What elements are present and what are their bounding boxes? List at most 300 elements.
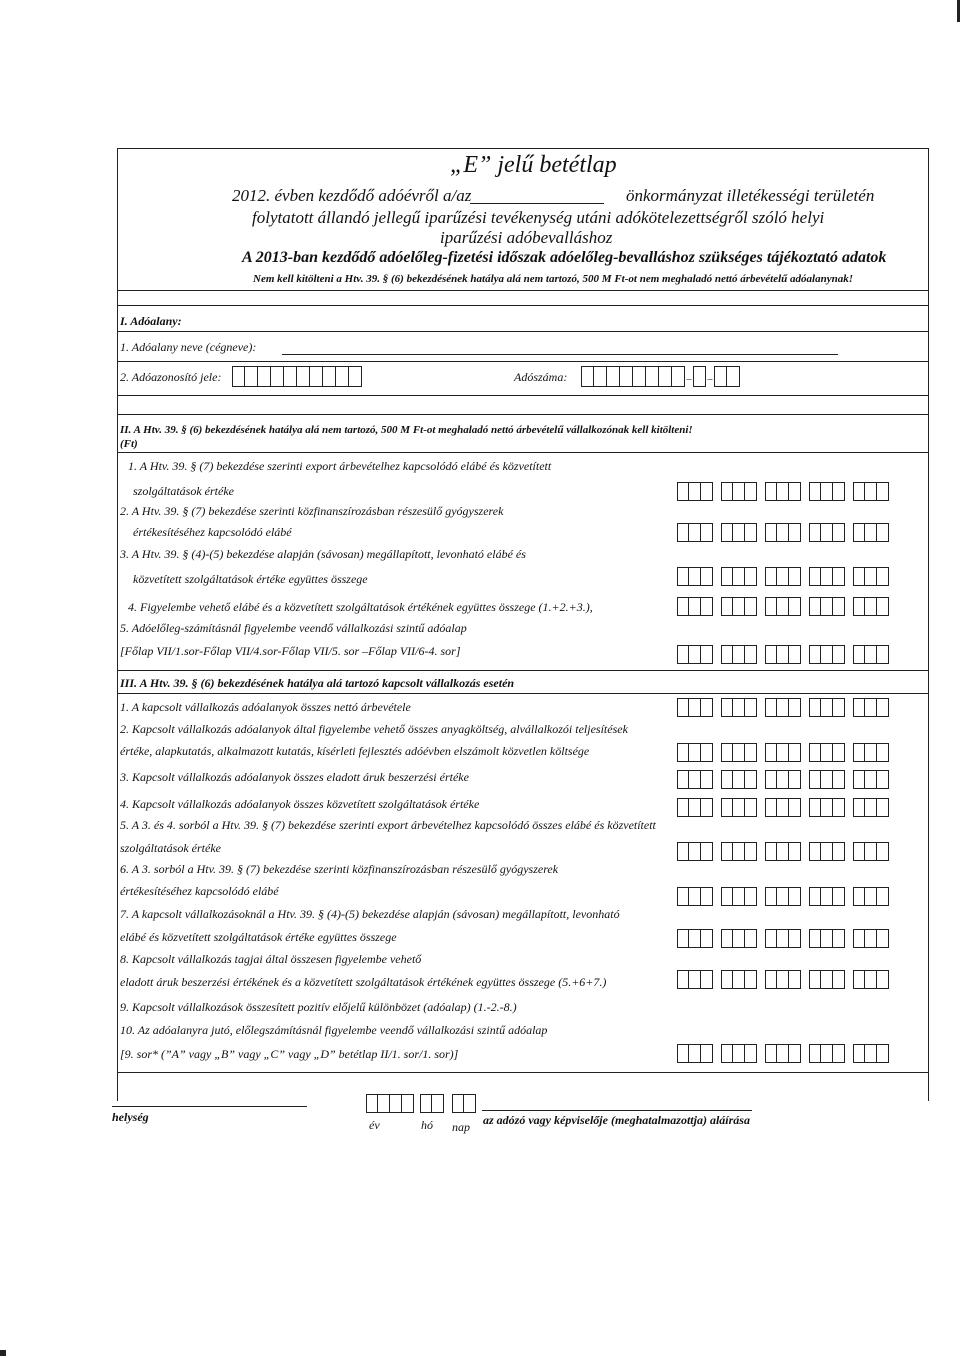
digit-group[interactable] — [809, 770, 845, 789]
digit-cell[interactable] — [765, 770, 777, 789]
digit-cell[interactable] — [789, 645, 801, 664]
digit-cell[interactable] — [733, 798, 745, 817]
digit-cell[interactable] — [877, 887, 889, 906]
digit-cell[interactable] — [833, 842, 845, 861]
digit-group[interactable] — [765, 887, 801, 906]
digit-cell[interactable] — [677, 645, 689, 664]
digit-cell[interactable] — [853, 743, 865, 762]
digit-group[interactable] — [721, 645, 757, 664]
digit-cell[interactable] — [789, 743, 801, 762]
digit-cell[interactable] — [789, 482, 801, 501]
digit-cell[interactable] — [789, 1044, 801, 1063]
digit-group[interactable] — [853, 1044, 889, 1063]
digit-cell[interactable] — [821, 842, 833, 861]
digit-cell[interactable] — [745, 567, 757, 586]
digit-cell[interactable] — [777, 798, 789, 817]
digit-cell[interactable] — [701, 482, 713, 501]
digit-cell[interactable] — [809, 597, 821, 616]
name-input[interactable] — [282, 354, 838, 355]
digit-cell[interactable] — [689, 743, 701, 762]
digit-cell[interactable] — [865, 1044, 877, 1063]
s3-row8-amount[interactable] — [677, 970, 889, 989]
digit-cell[interactable] — [689, 798, 701, 817]
digit-cell[interactable] — [745, 597, 757, 616]
digit-cell[interactable] — [821, 523, 833, 542]
digit-group[interactable] — [677, 842, 713, 861]
digit-cell[interactable] — [789, 597, 801, 616]
digit-cell[interactable] — [833, 743, 845, 762]
digit-cell[interactable] — [689, 929, 701, 948]
digit-cell[interactable] — [865, 698, 877, 717]
digit-cell[interactable] — [833, 645, 845, 664]
digit-cell[interactable] — [677, 929, 689, 948]
digit-cell[interactable] — [865, 597, 877, 616]
digit-group[interactable] — [721, 482, 757, 501]
digit-cell[interactable] — [721, 567, 733, 586]
digit-cell[interactable] — [689, 770, 701, 789]
digit-cell[interactable] — [765, 929, 777, 948]
digit-cell[interactable] — [677, 770, 689, 789]
digit-cell[interactable] — [853, 567, 865, 586]
digit-cell[interactable] — [721, 1044, 733, 1063]
digit-cell[interactable] — [765, 523, 777, 542]
digit-cell[interactable] — [733, 842, 745, 861]
digit-cell[interactable] — [777, 842, 789, 861]
digit-cell[interactable] — [877, 842, 889, 861]
digit-cell[interactable] — [853, 1044, 865, 1063]
digit-group[interactable] — [853, 567, 889, 586]
digit-group[interactable] — [765, 698, 801, 717]
digit-cell[interactable] — [865, 842, 877, 861]
digit-cell[interactable] — [733, 929, 745, 948]
digit-cell[interactable] — [777, 523, 789, 542]
digit-cell[interactable] — [721, 645, 733, 664]
digit-cell[interactable] — [733, 645, 745, 664]
digit-cell[interactable] — [833, 597, 845, 616]
digit-cell[interactable] — [877, 698, 889, 717]
digit-cell[interactable] — [701, 798, 713, 817]
digit-cell[interactable] — [733, 1044, 745, 1063]
digit-cell[interactable] — [765, 597, 777, 616]
digit-cell[interactable] — [701, 929, 713, 948]
digit-cell[interactable] — [677, 842, 689, 861]
digit-cell[interactable] — [865, 887, 877, 906]
date-day-boxes[interactable] — [452, 1094, 476, 1113]
digit-cell[interactable] — [765, 482, 777, 501]
digit-cell[interactable] — [689, 597, 701, 616]
digit-cell[interactable] — [721, 482, 733, 501]
municipality-field[interactable] — [470, 203, 604, 204]
digit-cell[interactable] — [833, 1044, 845, 1063]
digit-cell[interactable] — [777, 743, 789, 762]
digit-group[interactable] — [721, 743, 757, 762]
digit-cell[interactable] — [777, 970, 789, 989]
digit-cell[interactable] — [809, 770, 821, 789]
digit-group[interactable] — [677, 645, 713, 664]
s3-row10-amount[interactable] — [677, 1044, 889, 1063]
digit-cell[interactable] — [789, 887, 801, 906]
digit-cell[interactable] — [853, 929, 865, 948]
digit-group[interactable] — [677, 597, 713, 616]
digit-group[interactable] — [765, 482, 801, 501]
digit-cell[interactable] — [721, 887, 733, 906]
digit-cell[interactable] — [833, 567, 845, 586]
digit-cell[interactable] — [853, 645, 865, 664]
digit-group[interactable] — [765, 523, 801, 542]
digit-group[interactable] — [721, 523, 757, 542]
digit-cell[interactable] — [701, 970, 713, 989]
digit-cell[interactable] — [733, 523, 745, 542]
digit-group[interactable] — [853, 842, 889, 861]
place-input[interactable] — [112, 1106, 307, 1107]
digit-group[interactable] — [765, 567, 801, 586]
digit-cell[interactable] — [701, 698, 713, 717]
digit-cell[interactable] — [689, 970, 701, 989]
digit-cell[interactable] — [865, 770, 877, 789]
digit-cell[interactable] — [721, 698, 733, 717]
s3-row2-amount[interactable] — [677, 743, 889, 762]
digit-group[interactable] — [721, 842, 757, 861]
digit-cell[interactable] — [765, 743, 777, 762]
digit-cell[interactable] — [853, 798, 865, 817]
digit-group[interactable] — [677, 770, 713, 789]
digit-group[interactable] — [677, 743, 713, 762]
digit-cell[interactable] — [721, 770, 733, 789]
digit-cell[interactable] — [853, 482, 865, 501]
digit-group[interactable] — [809, 567, 845, 586]
digit-cell[interactable] — [701, 523, 713, 542]
digit-cell[interactable] — [745, 523, 757, 542]
digit-cell[interactable] — [877, 567, 889, 586]
digit-group[interactable] — [677, 929, 713, 948]
digit-cell[interactable] — [721, 929, 733, 948]
digit-group[interactable] — [853, 887, 889, 906]
digit-cell[interactable] — [833, 798, 845, 817]
digit-group[interactable] — [853, 743, 889, 762]
digit-cell[interactable] — [733, 567, 745, 586]
digit-group[interactable] — [765, 743, 801, 762]
digit-cell[interactable] — [833, 929, 845, 948]
digit-cell[interactable] — [432, 1094, 444, 1113]
s3-row3-amount[interactable] — [677, 770, 889, 789]
digit-group[interactable] — [677, 482, 713, 501]
digit-cell[interactable] — [745, 842, 757, 861]
digit-cell[interactable] — [853, 970, 865, 989]
digit-cell[interactable] — [701, 842, 713, 861]
digit-cell[interactable] — [789, 698, 801, 717]
digit-cell[interactable] — [809, 970, 821, 989]
digit-cell[interactable] — [853, 698, 865, 717]
digit-group[interactable] — [677, 887, 713, 906]
digit-cell[interactable] — [777, 567, 789, 586]
digit-cell[interactable] — [821, 698, 833, 717]
digit-cell[interactable] — [777, 482, 789, 501]
digit-cell[interactable] — [789, 970, 801, 989]
digit-cell[interactable] — [701, 567, 713, 586]
digit-cell[interactable] — [745, 770, 757, 789]
digit-group[interactable] — [420, 1094, 444, 1113]
digit-cell[interactable] — [745, 482, 757, 501]
digit-cell[interactable] — [821, 970, 833, 989]
digit-cell[interactable] — [877, 1044, 889, 1063]
digit-cell[interactable] — [765, 1044, 777, 1063]
digit-cell[interactable] — [789, 567, 801, 586]
digit-cell[interactable] — [464, 1094, 476, 1113]
digit-cell[interactable] — [733, 698, 745, 717]
digit-group[interactable] — [853, 970, 889, 989]
digit-cell[interactable] — [821, 770, 833, 789]
digit-group[interactable] — [809, 887, 845, 906]
digit-cell[interactable] — [677, 1044, 689, 1063]
digit-cell[interactable] — [777, 929, 789, 948]
digit-cell[interactable] — [701, 770, 713, 789]
digit-cell[interactable] — [677, 482, 689, 501]
digit-cell[interactable] — [809, 842, 821, 861]
signature-field[interactable] — [482, 1110, 752, 1111]
digit-cell[interactable] — [877, 597, 889, 616]
digit-group[interactable] — [721, 1044, 757, 1063]
digit-cell[interactable] — [833, 887, 845, 906]
digit-group[interactable] — [809, 698, 845, 717]
digit-cell[interactable] — [865, 929, 877, 948]
digit-cell[interactable] — [452, 1094, 464, 1113]
digit-cell[interactable] — [789, 842, 801, 861]
digit-group[interactable] — [721, 567, 757, 586]
digit-group[interactable] — [452, 1094, 476, 1113]
digit-cell[interactable] — [733, 770, 745, 789]
digit-group[interactable] — [721, 798, 757, 817]
digit-cell[interactable] — [789, 929, 801, 948]
digit-cell[interactable] — [765, 887, 777, 906]
digit-cell[interactable] — [701, 597, 713, 616]
digit-cell[interactable] — [777, 597, 789, 616]
digit-group[interactable] — [853, 929, 889, 948]
digit-cell[interactable] — [765, 645, 777, 664]
digit-cell[interactable] — [765, 798, 777, 817]
digit-cell[interactable] — [821, 645, 833, 664]
digit-cell[interactable] — [865, 743, 877, 762]
digit-cell[interactable] — [777, 645, 789, 664]
digit-cell[interactable] — [821, 929, 833, 948]
digit-group[interactable] — [721, 770, 757, 789]
digit-cell[interactable] — [809, 798, 821, 817]
digit-cell[interactable] — [877, 798, 889, 817]
digit-cell[interactable] — [689, 698, 701, 717]
digit-cell[interactable] — [677, 698, 689, 717]
digit-cell[interactable] — [821, 597, 833, 616]
digit-group[interactable] — [853, 698, 889, 717]
digit-cell[interactable] — [701, 887, 713, 906]
digit-group[interactable] — [721, 597, 757, 616]
digit-group[interactable] — [765, 798, 801, 817]
digit-group[interactable] — [721, 970, 757, 989]
digit-cell[interactable] — [677, 798, 689, 817]
digit-cell[interactable] — [689, 482, 701, 501]
digit-cell[interactable] — [378, 1094, 390, 1113]
digit-group[interactable] — [853, 597, 889, 616]
digit-cell[interactable] — [865, 970, 877, 989]
digit-group[interactable] — [765, 970, 801, 989]
tax-id-boxes[interactable] — [232, 366, 362, 387]
digit-cell[interactable] — [701, 645, 713, 664]
digit-cell[interactable] — [689, 567, 701, 586]
digit-cell[interactable] — [877, 929, 889, 948]
digit-cell[interactable] — [677, 743, 689, 762]
digit-cell[interactable] — [721, 798, 733, 817]
digit-group[interactable] — [809, 523, 845, 542]
digit-group[interactable] — [765, 770, 801, 789]
digit-cell[interactable] — [677, 597, 689, 616]
digit-cell[interactable] — [745, 698, 757, 717]
digit-cell[interactable] — [733, 597, 745, 616]
s2-row2-amount[interactable] — [677, 523, 889, 542]
digit-cell[interactable] — [821, 887, 833, 906]
digit-group[interactable] — [765, 1044, 801, 1063]
digit-cell[interactable] — [809, 887, 821, 906]
s2-row1-amount[interactable] — [677, 482, 889, 501]
digit-group[interactable] — [809, 597, 845, 616]
digit-cell[interactable] — [765, 567, 777, 586]
digit-cell[interactable] — [402, 1094, 414, 1113]
digit-group[interactable] — [809, 798, 845, 817]
digit-cell[interactable] — [877, 523, 889, 542]
digit-group[interactable] — [853, 482, 889, 501]
digit-cell[interactable] — [765, 970, 777, 989]
s3-row5-amount[interactable] — [677, 842, 889, 861]
digit-cell[interactable] — [745, 929, 757, 948]
digit-cell[interactable] — [821, 567, 833, 586]
digit-cell[interactable] — [853, 887, 865, 906]
digit-group[interactable] — [366, 1094, 414, 1113]
digit-group[interactable] — [853, 770, 889, 789]
digit-cell[interactable] — [809, 645, 821, 664]
digit-cell[interactable] — [853, 770, 865, 789]
digit-cell[interactable] — [809, 567, 821, 586]
digit-cell[interactable] — [833, 770, 845, 789]
digit-cell[interactable] — [733, 887, 745, 906]
digit-group[interactable] — [765, 597, 801, 616]
digit-cell[interactable] — [789, 798, 801, 817]
digit-group[interactable] — [721, 929, 757, 948]
digit-cell[interactable] — [721, 970, 733, 989]
digit-cell[interactable] — [689, 523, 701, 542]
digit-group[interactable] — [677, 798, 713, 817]
digit-group[interactable] — [853, 798, 889, 817]
digit-cell[interactable] — [677, 970, 689, 989]
date-month-boxes[interactable] — [420, 1094, 444, 1113]
digit-cell[interactable] — [721, 842, 733, 861]
digit-cell[interactable] — [789, 523, 801, 542]
digit-cell[interactable] — [877, 482, 889, 501]
digit-cell[interactable] — [833, 523, 845, 542]
digit-group[interactable] — [809, 842, 845, 861]
digit-cell[interactable] — [853, 597, 865, 616]
digit-cell[interactable] — [745, 970, 757, 989]
digit-cell[interactable] — [809, 698, 821, 717]
digit-cell[interactable] — [809, 1044, 821, 1063]
digit-cell[interactable] — [745, 743, 757, 762]
digit-cell[interactable] — [721, 597, 733, 616]
digit-cell[interactable] — [877, 645, 889, 664]
digit-cell[interactable] — [821, 743, 833, 762]
digit-group[interactable] — [765, 929, 801, 948]
date-year-boxes[interactable] — [366, 1094, 414, 1113]
digit-cell[interactable] — [853, 842, 865, 861]
digit-group[interactable] — [809, 482, 845, 501]
s2-row3-amount[interactable] — [677, 567, 889, 586]
digit-cell[interactable] — [809, 743, 821, 762]
digit-cell[interactable] — [865, 567, 877, 586]
digit-cell[interactable] — [877, 770, 889, 789]
digit-cell[interactable] — [677, 567, 689, 586]
digit-cell[interactable] — [745, 1044, 757, 1063]
tax-number-boxes[interactable]: – – — [581, 366, 740, 387]
digit-cell[interactable] — [777, 887, 789, 906]
digit-cell[interactable] — [689, 1044, 701, 1063]
s3-row6-amount[interactable] — [677, 887, 889, 906]
digit-cell[interactable] — [765, 842, 777, 861]
digit-group[interactable] — [677, 970, 713, 989]
digit-cell[interactable] — [809, 523, 821, 542]
digit-cell[interactable] — [721, 523, 733, 542]
s3-row4-amount[interactable] — [677, 798, 889, 817]
digit-cell[interactable] — [689, 842, 701, 861]
s2-row4-amount[interactable] — [677, 597, 889, 616]
digit-cell[interactable] — [420, 1094, 432, 1113]
digit-cell[interactable] — [721, 743, 733, 762]
digit-cell[interactable] — [821, 482, 833, 501]
digit-cell[interactable] — [765, 698, 777, 717]
digit-cell[interactable] — [745, 887, 757, 906]
digit-cell[interactable] — [677, 887, 689, 906]
digit-cell[interactable] — [689, 645, 701, 664]
digit-cell[interactable] — [833, 970, 845, 989]
digit-cell[interactable] — [877, 743, 889, 762]
digit-cell[interactable] — [877, 970, 889, 989]
digit-cell[interactable] — [777, 770, 789, 789]
digit-cell[interactable] — [733, 970, 745, 989]
digit-group[interactable] — [765, 842, 801, 861]
digit-group[interactable] — [765, 645, 801, 664]
digit-cell[interactable] — [809, 929, 821, 948]
s2-row5-amount[interactable] — [677, 645, 889, 664]
digit-cell[interactable] — [777, 1044, 789, 1063]
digit-cell[interactable] — [865, 523, 877, 542]
digit-cell[interactable] — [745, 798, 757, 817]
digit-group[interactable] — [809, 970, 845, 989]
digit-cell[interactable] — [853, 523, 865, 542]
digit-cell[interactable] — [833, 482, 845, 501]
digit-group[interactable] — [853, 645, 889, 664]
digit-cell[interactable] — [390, 1094, 402, 1113]
digit-cell[interactable] — [821, 798, 833, 817]
digit-cell[interactable] — [733, 743, 745, 762]
digit-group[interactable] — [677, 523, 713, 542]
digit-cell[interactable] — [733, 482, 745, 501]
digit-group[interactable] — [677, 567, 713, 586]
digit-cell[interactable] — [821, 1044, 833, 1063]
digit-group[interactable] — [677, 698, 713, 717]
digit-cell[interactable] — [865, 798, 877, 817]
digit-group[interactable] — [721, 887, 757, 906]
digit-cell[interactable] — [809, 482, 821, 501]
digit-cell[interactable] — [865, 645, 877, 664]
digit-group[interactable] — [677, 1044, 713, 1063]
digit-cell[interactable] — [865, 482, 877, 501]
digit-cell[interactable] — [789, 770, 801, 789]
digit-cell[interactable] — [833, 698, 845, 717]
digit-cell[interactable] — [366, 1094, 378, 1113]
